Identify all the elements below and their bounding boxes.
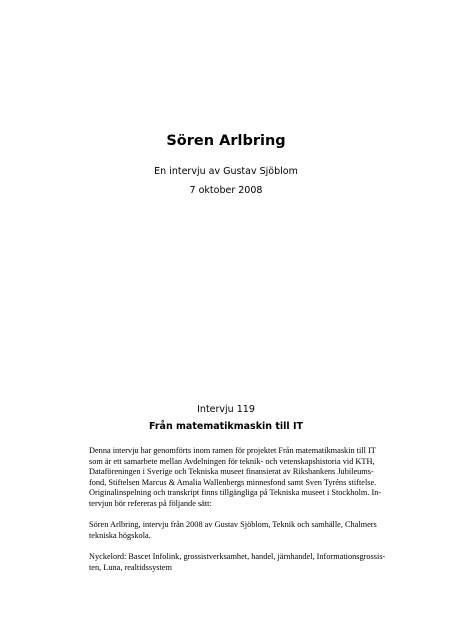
project-title: Från matematikmaskin till IT — [148, 421, 303, 432]
body-text — [89, 446, 386, 584]
text-line: ten, Luna, realtidssystem — [89, 562, 172, 572]
page-title: Sören Arlbring — [166, 133, 286, 149]
text-line: som är ett samarbete mellan Avdelningen för teknik- och vetenskapshistoria vid KTH, — [89, 456, 375, 466]
interview-date: 7 oktober 2008 — [189, 185, 263, 196]
interview-number: Intervju 119 — [197, 404, 255, 415]
text-line: Dataföreningen i Sverige och Tekniska museet finansierat av Riksbankens Jubileums- — [89, 467, 374, 476]
keywords-paragraph — [89, 552, 386, 573]
text-line: fond, Stiftelsen Marcus & Amalia Wallenbergs minnesfond samt Sven Tyréns stiftelse. — [89, 477, 377, 487]
intro-paragraph — [89, 446, 382, 509]
subtitle: En intervju av Gustav Sjöblom — [154, 166, 298, 177]
citation-paragraph — [89, 520, 377, 541]
text-line: Sören Arlbring, intervju från 2008 av Gustav Sjöblom, Teknik och samhälle, Chalmers — [89, 520, 377, 529]
text-line: Nyckelord: Bascet Infolink, grossistverksamhet, handel, järnhandel, Informationsgrossis- — [89, 552, 386, 561]
text-line: Originalinspelning och transkript finns tillgängliga på Tekniska museet i Stockholm. In- — [89, 488, 382, 497]
text-line: tekniska högskola. — [89, 530, 151, 540]
text-line: tervjun bör refereras på följande sätt: — [89, 498, 212, 508]
text-line: Denna intervju har genomförts inom ramen för projektet Från matematikmaskin till IT — [89, 446, 376, 455]
